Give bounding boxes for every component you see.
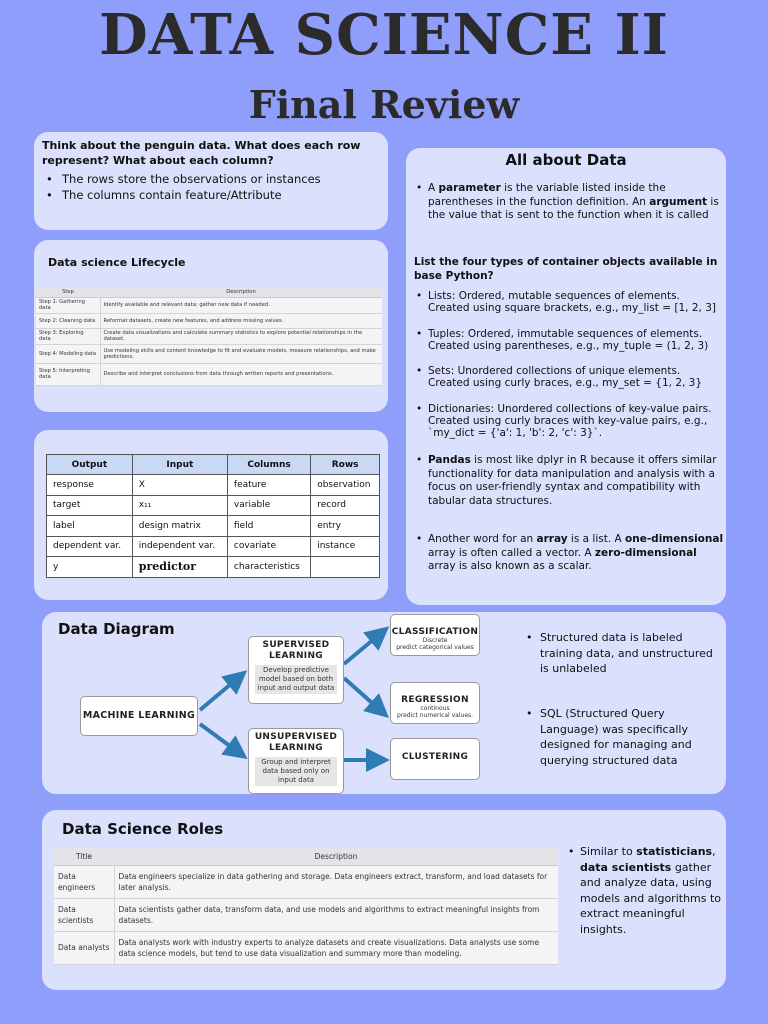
keyword: array (536, 533, 568, 545)
table-cell: Data scientists gather data, transform data, and use models and algorithms to extract meaningful insights from datasets. (114, 898, 558, 931)
parameter-list (414, 182, 724, 223)
text: Similar to (580, 845, 637, 858)
unsupervised-box (248, 728, 344, 794)
roles-heading: Data Science Roles (62, 820, 224, 838)
table-cell: X (132, 475, 227, 496)
regression-tag: continous (420, 705, 450, 712)
table-cell: Data analysts (54, 931, 114, 964)
table-cell: Create data visualizations and calculate summary statistics to explore potential relationships in the dataset. (100, 328, 382, 344)
table-row (54, 931, 558, 964)
supervised-box (248, 636, 344, 704)
table-cell: observation (311, 475, 380, 496)
table-row (36, 344, 382, 363)
table-cell: Use modeling skills and content knowledge to fit and evaluate models, measure relationships, and make predictions. (100, 344, 382, 363)
arrow-ml-unsupervised (200, 724, 238, 752)
column-header: Input (132, 455, 227, 475)
keyword: argument (649, 195, 708, 208)
classification-tag: Discrete (422, 637, 448, 644)
table-row (54, 898, 558, 931)
list-item (414, 533, 724, 574)
table-cell: predictor (132, 557, 227, 578)
poster-title: DATA SCIENCE II (99, 2, 669, 68)
text: is a list. A (567, 533, 626, 545)
table-cell: target (47, 495, 133, 516)
unsupervised-desc: Group and interpret data based only on input data (255, 757, 337, 786)
keyword: zero-dimensional (594, 546, 697, 559)
diagram-heading: Data Diagram (58, 620, 175, 638)
terminology-card (34, 430, 388, 600)
table-cell: instance (311, 536, 380, 557)
table-cell: record (311, 495, 380, 516)
table-row (47, 536, 380, 557)
regression-box (390, 682, 480, 724)
table-row (47, 516, 380, 537)
table-cell: feature (227, 475, 310, 496)
table-row (36, 363, 382, 385)
list-item: • Dictionaries: Unordered collections of key-value pairs. Created using curly braces with key-value pairs, e.g., `my_dict = {'a': 1, 'b': 2, 'c': 3}`. (414, 403, 724, 439)
table-cell: Reformat datasets, create new features, and address missing values. (100, 313, 382, 328)
column-header: Description (100, 288, 382, 297)
lifecycle-heading: Data science Lifecycle (48, 256, 186, 269)
list-item: • The rows store the observations or instances (42, 171, 380, 187)
table-row (36, 297, 382, 313)
supervised-desc: Develop predictive model based on both input and output data (255, 665, 337, 694)
keyword: Pandas (428, 454, 471, 466)
table-cell: covariate (227, 536, 310, 557)
table-cell: Data engineers (54, 865, 114, 898)
table-row (47, 495, 380, 516)
containers-list (414, 403, 724, 439)
array-list (414, 533, 724, 574)
clustering-label: CLUSTERING (401, 752, 469, 762)
table-cell: y (47, 557, 133, 578)
penguin-card (34, 132, 388, 230)
unsupervised-label: UNSUPERVISED LEARNING (254, 732, 338, 753)
text: gather and analyze data, using models and algorithms to extract meaningful insights. (580, 860, 722, 936)
pandas-list (414, 454, 724, 508)
table-cell: field (227, 516, 310, 537)
diagram-notes (524, 706, 714, 768)
table-cell: entry (311, 516, 380, 537)
machine-learning-box (80, 696, 198, 736)
keyword: one-dimensional (625, 533, 724, 545)
table-cell: label (47, 516, 133, 537)
list-item (414, 454, 724, 508)
table-cell: Identify available and relevant data; gather new data if needed. (100, 297, 382, 313)
supervised-label: SUPERVISED LEARNING (262, 640, 330, 661)
containers-list (414, 290, 724, 314)
column-header: Description (114, 848, 558, 865)
diagram-card (42, 612, 726, 794)
list-item (414, 182, 724, 223)
containers-list (414, 328, 724, 352)
table-row (47, 557, 380, 578)
keyword: statisticians (636, 845, 713, 858)
text: , (712, 845, 716, 858)
arrow-ml-supervised (200, 678, 238, 710)
table-cell: Data engineers specialize in data gathering and storage. Data engineers extract, transform, and load datasets for later analysis. (114, 865, 558, 898)
table-cell (311, 557, 380, 578)
classification-box (390, 614, 480, 656)
column-header: Rows (311, 455, 380, 475)
table-cell: response (47, 475, 133, 496)
table-cell: Step 5: Interpreting data (36, 363, 100, 385)
table-cell: design matrix (132, 516, 227, 537)
table-cell: Data analysts work with industry experts to analyze datasets and create visualizations. Data analysts use some data science models, but tend to use data visualization and summary more than modeling. (114, 931, 558, 964)
text: array is also known as a scalar. (428, 560, 592, 572)
text: Another word for an (428, 533, 537, 545)
regression-label: REGRESSION (401, 695, 469, 705)
penguin-answers (42, 171, 380, 203)
table-row (36, 328, 382, 344)
roles-card (42, 810, 726, 990)
table-cell: Step 2: Cleaning data (36, 313, 100, 328)
table-row (54, 865, 558, 898)
about-data-card (406, 148, 726, 605)
roles-table (54, 848, 558, 965)
table-cell: Describe and interpret conclusions from data through written reports and presentations. (100, 363, 382, 385)
column-header: Title (54, 848, 114, 865)
terminology-table (46, 454, 380, 578)
list-item: • Tuples: Ordered, immutable sequences of elements. Created using parentheses, e.g., my_tuple = (1, 2, 3) (414, 328, 724, 352)
clustering-box (390, 738, 480, 780)
table-cell: Step 4: Modeling data (36, 344, 100, 363)
poster-subtitle: Final Review (248, 82, 520, 127)
classification-desc: predict categorical values (396, 644, 474, 651)
keyword: parameter (438, 182, 501, 194)
table-cell: variable (227, 495, 310, 516)
containers-question: List the four types of container objects available in base Python? (414, 256, 718, 282)
about-data-heading: All about Data (505, 151, 627, 169)
list-item: • SQL (Structured Query Language) was specifically designed for managing and querying structured data (524, 706, 714, 768)
text: is the variable listed inside the parentheses in the function definition. An (428, 182, 666, 208)
table-cell: Step 3: Exploring data (36, 328, 100, 344)
lifecycle-table (36, 288, 382, 386)
list-item: • Sets: Unordered collections of unique elements. Created using curly braces, e.g., my_set = {1, 2, 3} (414, 365, 724, 389)
column-header: Output (47, 455, 133, 475)
text: A (428, 182, 439, 194)
lifecycle-card (34, 240, 388, 412)
list-item: • Lists: Ordered, mutable sequences of elements. Created using square brackets, e.g., my_list = [1, 2, 3] (414, 290, 724, 314)
column-header: Columns (227, 455, 310, 475)
list-item: • Structured data is labeled training data, and unstructured is unlabeled (524, 630, 714, 677)
regression-desc: predict numerical values. (396, 712, 474, 719)
list-item: • The columns contain feature/Attribute (42, 187, 380, 203)
classification-label: CLASSIFICATION (391, 627, 479, 637)
table-cell: Step 1: Gathering data (36, 297, 100, 313)
table-row (47, 475, 380, 496)
table-cell: dependent var. (47, 536, 133, 557)
table-cell: x₁₁ (132, 495, 227, 516)
text: array is often called a vector. A (428, 546, 595, 559)
diagram-notes (524, 630, 714, 677)
roles-note (566, 844, 726, 937)
arrow-supervised-regression (344, 678, 380, 710)
table-cell: independent var. (132, 536, 227, 557)
table-row (36, 313, 382, 328)
column-header: Step (36, 288, 100, 297)
text: is the value that is sent to the function when it is called (428, 195, 719, 221)
ml-label: MACHINE LEARNING (82, 710, 196, 721)
text: is most like dplyr in R because it offers similar functionality for data manipulation and analysis with a focus on user-friendly syntax and compatibility with tabular data structures. (428, 454, 717, 507)
penguin-question: Think about the penguin data. What does each row represent? What about each column? (42, 139, 361, 167)
containers-list (414, 365, 724, 389)
table-cell: Data scientists (54, 898, 114, 931)
table-cell: characteristics (227, 557, 310, 578)
list-item (566, 844, 726, 937)
keyword: data scientists (580, 860, 672, 874)
arrow-supervised-classification (344, 634, 380, 664)
